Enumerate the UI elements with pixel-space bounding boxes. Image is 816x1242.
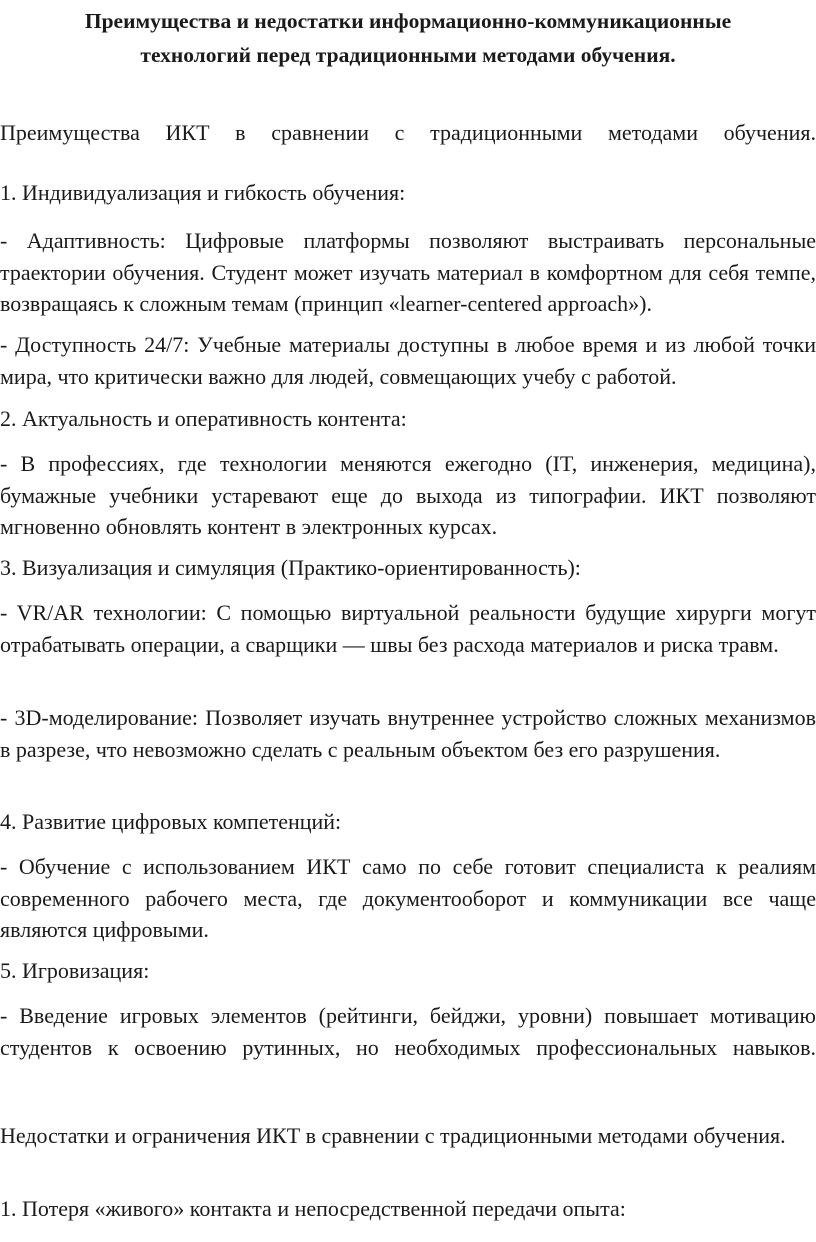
section-2-heading: 2. Актуальность и оперативность контента: (0, 406, 407, 431)
section-4-paragraph: - Обучение с использованием ИКТ само по себе готовит специалиста к реалиям современного рабочего места, где документооборот и коммуникации все чаще являются цифровыми. (0, 854, 816, 942)
section-3-paragraph-vr-ar: - VR/AR технологии: С помощью виртуальной реальности будущие хирурги могут отрабатывать операции, а сварщики — швы без расхода материалов и риска травм. (0, 600, 816, 657)
section-3-paragraph-3d: - 3D-моделирование: Позволяет изучать внутреннее устройство сложных механизмов в разрезе, что невозможно сделать с реальным объектом без его разрушения. (0, 705, 816, 762)
section-5-heading: 5. Игровизация: (0, 958, 150, 983)
disadvantages-section-1-heading: 1. Потеря «живого» контакта и непосредственной передачи опыта: (0, 1196, 626, 1221)
section-1-heading: 1. Индивидуализация и гибкость обучения: (0, 180, 406, 205)
disadvantages-heading: Недостатки и ограничения ИКТ в сравнении с традиционными методами обучения. (0, 1123, 786, 1148)
section-3-heading: 3. Визуализация и симуляция (Практико-ориентированность): (0, 555, 581, 580)
section-1-paragraph-accessibility: - Доступность 24/7: Учебные материалы доступны в любое время и из любой точки мира, что критически важно для людей, совмещающих учебу с работой. (0, 332, 816, 389)
section-4-heading: 4. Развитие цифровых компетенций: (0, 809, 342, 834)
section-2-paragraph: - В профессиях, где технологии меняются ежегодно (IT, инженерия, медицина), бумажные учебники устаревают еще до выхода из типографии. ИКТ позволяют мгновенно обновлять контент в электронных курсах. (0, 451, 816, 539)
document-title-line-1: Преимущества и недостатки информационно-коммуникационные (84, 9, 732, 33)
advantages-heading: Преимущества ИКТ в сравнении с традиционными методами обучения. (0, 120, 816, 145)
section-1-paragraph-adaptivity: - Адаптивность: Цифровые платформы позволяют выстраивать персональные траектории обучения. Студент может изучать материал в комфортном для себя темпе, возвращаясь к сложным темам (принцип «learner-centered approach»). (0, 228, 816, 316)
section-5-paragraph: - Введение игровых элементов (рейтинги, бейджи, уровни) повышает мотивацию студентов к освоению рутинных, но необходимых профессиональных навыков. (0, 1003, 816, 1060)
document-title-line-2: технологий перед традиционными методами обучения. (140, 43, 676, 67)
